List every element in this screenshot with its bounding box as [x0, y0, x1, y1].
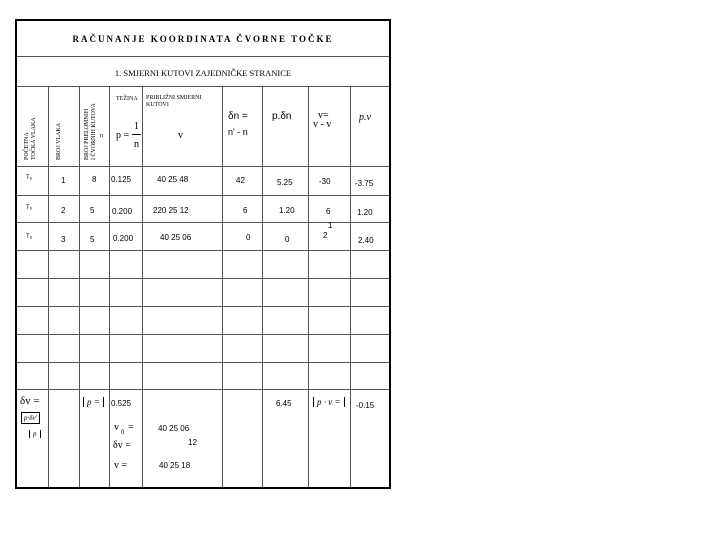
row-point: T₆ — [26, 175, 33, 181]
v0-equals: = — [128, 422, 134, 433]
sum-p-delta-n: 6.45 — [276, 399, 292, 408]
approx-angle-symbol: v — [178, 130, 183, 141]
row-angle: 40 25 48 — [157, 175, 189, 184]
header-train-number: BROJ VLAKA — [56, 122, 62, 160]
table-frame — [15, 19, 391, 489]
row-p-delta-n: 5.25 — [277, 178, 293, 187]
row-divider — [17, 334, 389, 335]
row-angle: 220 25 12 — [153, 206, 189, 215]
weight-formula-denominator: n — [134, 139, 139, 150]
row-point: T₆ — [26, 234, 33, 240]
weight-formula-p: p = — [116, 130, 130, 141]
row-n: 5 — [90, 206, 95, 215]
delta-v2-label: δv = — [113, 440, 131, 451]
header-v-formula: v - v — [313, 119, 332, 130]
delta-v-denominator: p — [29, 430, 41, 438]
row-point: T₆ — [26, 205, 33, 211]
delta-v2-value: 12 — [188, 438, 197, 447]
sum-weight-value: 0.525 — [111, 399, 132, 408]
header-angle-count: BROJ PRELOMNIH I ČVORNIH KUTOVA — [84, 103, 97, 160]
row-train: 3 — [61, 235, 66, 244]
header-divider — [17, 166, 389, 167]
fraction-bar — [132, 134, 141, 135]
col-divider — [222, 86, 223, 487]
v0-subscript: 0 — [121, 430, 125, 436]
row-train: 1 — [61, 176, 66, 185]
row-train: 2 — [61, 206, 66, 215]
col-divider — [109, 86, 110, 487]
header-weight: TEŽINA — [116, 96, 138, 102]
row-divider — [17, 250, 389, 251]
row-p-delta-n: 1.20 — [279, 206, 295, 215]
row-divider — [17, 278, 389, 279]
sum-weight-label: p = — [83, 397, 104, 407]
row-delta-n: 42 — [236, 176, 245, 185]
v0-value: 40 25 06 — [158, 424, 190, 433]
sum-p-v-value: -0.15 — [356, 401, 375, 410]
header-delta-n: δn = — [228, 111, 248, 122]
row-divider — [17, 222, 389, 223]
col-divider — [350, 86, 351, 487]
col-divider — [308, 86, 309, 487]
section-subtitle: 1. SMJERNI KUTOVI ZAJEDNIČKE STRANICE — [114, 68, 292, 78]
row-delta-n: 6 — [243, 206, 248, 215]
row-angle: 40 25 06 — [160, 233, 192, 242]
header-p-v: p.v — [359, 112, 371, 123]
row-delta-n: 0 — [246, 233, 251, 242]
row-divider — [17, 306, 389, 307]
final-v-value: 40 25 18 — [159, 461, 191, 470]
header-start-point: POČETNA TOČKA VLAKA — [24, 117, 37, 160]
col-divider — [142, 86, 143, 487]
delta-v-label: δv = — [20, 395, 40, 407]
title-divider — [17, 56, 389, 57]
col-divider — [262, 86, 263, 487]
subtitle-divider — [17, 86, 389, 87]
col-divider — [48, 86, 49, 487]
row-p-v: 2.40 — [358, 236, 374, 245]
row-n: 8 — [92, 175, 97, 184]
row-p-delta-n: 0 — [285, 235, 290, 244]
header-approx-angles: PRIBLIŽNI SMJERNI KUTOVI — [146, 95, 202, 108]
row-divider — [17, 362, 389, 363]
row-p-v: -3.75 — [355, 179, 374, 188]
row-weight: 0.200 — [113, 234, 134, 243]
header-delta-n-formula: n' - n — [228, 127, 248, 137]
delta-v-numerator: p·δv' — [21, 412, 40, 424]
row-n: 5 — [90, 235, 95, 244]
v0-label: v — [114, 422, 119, 433]
header-p-delta-n: p.δn — [272, 111, 292, 122]
weight-formula-numerator: 1 — [134, 121, 139, 132]
col-divider — [79, 86, 80, 487]
sum-p-v-label: p · v = — [313, 397, 345, 407]
row-p-v: 1.20 — [357, 208, 373, 217]
row-v-superscript: 1 — [328, 221, 333, 230]
row-weight: 0.125 — [111, 175, 132, 184]
header-v: v= — [318, 110, 329, 121]
row-divider — [17, 195, 389, 196]
row-v: -30 — [319, 177, 331, 186]
header-n-label: n — [100, 133, 103, 139]
page-title: RAČUNANJE KOORDINATA ČVORNE TOČKE — [72, 34, 334, 44]
row-v: 6 — [326, 207, 331, 216]
final-v-label: v = — [114, 460, 128, 471]
row-weight: 0.200 — [112, 207, 133, 216]
summary-divider — [17, 389, 389, 390]
row-v: 2 — [323, 231, 328, 240]
